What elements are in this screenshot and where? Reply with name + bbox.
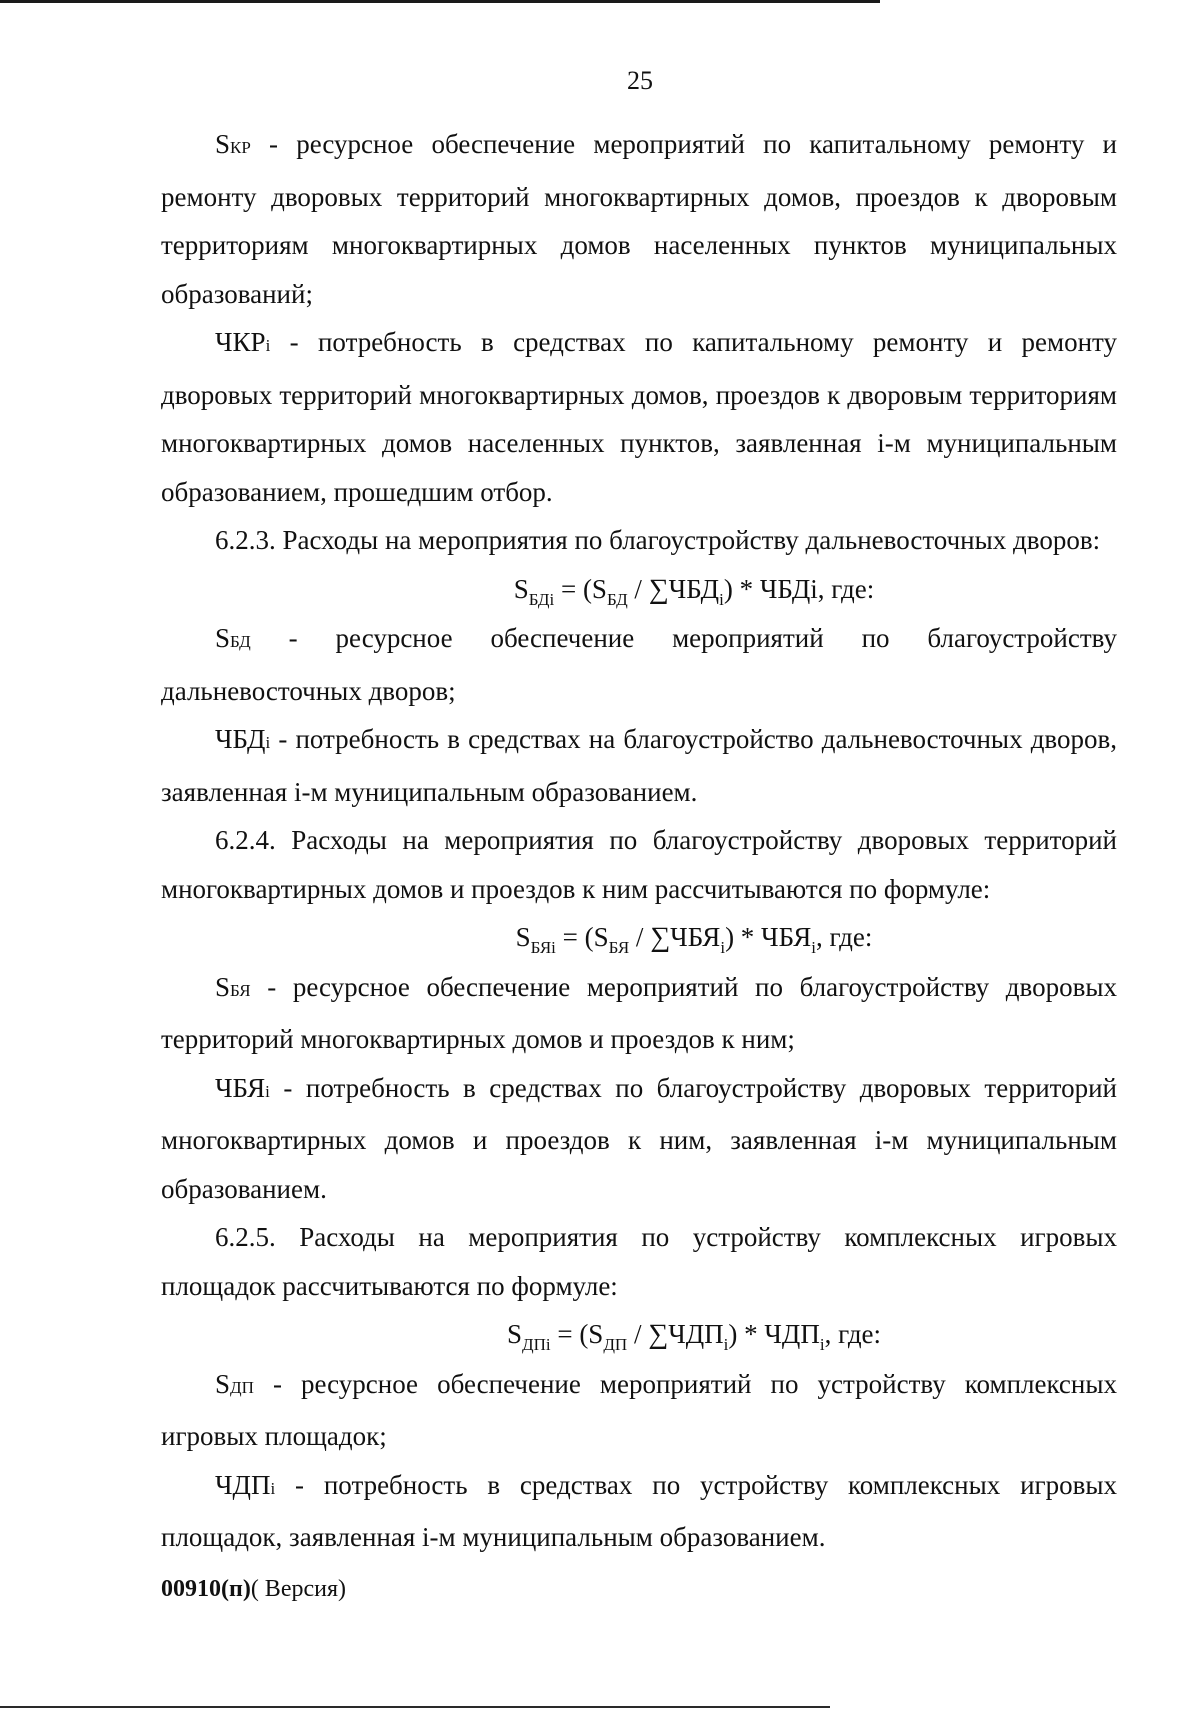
definition-paragraph — [161, 318, 1117, 516]
formula-close-subscript: i — [811, 938, 816, 957]
formula-close: ) * ЧБЯ — [725, 922, 812, 952]
formula — [161, 565, 1117, 615]
definition-paragraph — [161, 963, 1117, 1064]
definition-symbol: S — [215, 129, 231, 159]
sum-symbol: ∑ — [648, 573, 669, 605]
definition-symbol: S — [215, 971, 231, 1002]
formula-term-subscript: i — [719, 589, 724, 609]
definition-symbol: S — [215, 1368, 231, 1399]
section-paragraph: 6.2.4. Расходы на мероприятия по благоустройству дворовых территорий многоквартирных домов и проездов к ним рассчитываются по формуле: — [161, 825, 1117, 904]
formula-divide: / — [627, 573, 649, 604]
formula-lhs-subscript: БДi — [528, 589, 555, 609]
page-number: 25 — [627, 66, 653, 95]
definition-symbol: ЧКР — [215, 327, 266, 357]
definition-paragraph — [161, 1360, 1117, 1461]
formula-open: = (S — [554, 573, 607, 604]
formula-close-subscript: i — [819, 1335, 825, 1354]
document-version: ( Версия) — [250, 1576, 346, 1602]
definition-text: - ресурсное обеспечение мероприятий по капитальному ремонту и ремонту дворовых территорий многоквартирных домов, проездов к дворовым территориям многоквартирных домов населенных пунктов муниципальных образований; — [161, 129, 1117, 309]
definition-symbol-subscript: КР — [230, 138, 251, 157]
definition-symbol-subscript: ДП — [230, 1377, 254, 1397]
section-paragraph: 6.2.5. Расходы на мероприятия по устройству комплексных игровых площадок рассчитываются по формуле: — [161, 1222, 1117, 1301]
top-rule — [0, 0, 880, 3]
formula-divide: / — [629, 922, 651, 952]
formula-tail: , где: — [824, 1319, 882, 1349]
formula-term: ЧДП — [668, 1319, 724, 1349]
definition-symbol-subscript: БЯ — [230, 980, 251, 1000]
formula-inner-subscript: БД — [606, 589, 628, 609]
formula-term: ЧБД — [668, 573, 720, 604]
formula-lhs: S — [513, 573, 529, 604]
formula-close: ) * ЧБДi, где: — [723, 573, 875, 604]
definition-symbol: ЧБЯ — [215, 1072, 266, 1103]
sum-symbol: ∑ — [650, 922, 671, 953]
definition-paragraph — [161, 1461, 1117, 1562]
formula-lhs: S — [515, 922, 531, 952]
sum-symbol: ∑ — [648, 1319, 669, 1350]
formula-inner-subscript: БЯ — [608, 938, 630, 957]
formula-lhs-subscript: БЯi — [530, 938, 556, 957]
definition-symbol-subscript: i — [265, 336, 271, 355]
definition-paragraph — [161, 715, 1117, 816]
formula — [161, 1310, 1117, 1360]
definition-paragraph — [161, 1064, 1117, 1214]
formula-tail: , где: — [815, 922, 873, 952]
definition-text: - потребность в средствах на благоустройство дальневосточных дворов, заявленная i-м муниципальным образованием. — [161, 724, 1117, 807]
document-body — [161, 120, 1117, 1562]
formula-term: ЧБЯ — [670, 922, 721, 952]
formula-open: = (S — [555, 922, 609, 952]
formula-term-subscript: i — [723, 1335, 729, 1354]
definition-symbol-subscript: БД — [230, 632, 251, 651]
document-code: 00910(п) — [161, 1576, 251, 1602]
definition-text: - потребность в средствах по капитальному ремонту и ремонту дворовых территорий многоквартирных домов, проездов к дворовым территориям многоквартирных домов населенных пунктов, заявленная i-м муниципальным образованием, прошедшим отбор. — [161, 327, 1117, 507]
formula-close: ) * ЧДП — [728, 1319, 820, 1349]
definition-text: - ресурсное обеспечение мероприятий по устройству комплексных игровых площадок; — [161, 1368, 1117, 1451]
formula-inner-subscript: ДП — [603, 1335, 628, 1354]
definition-symbol: S — [215, 623, 231, 653]
definition-symbol-subscript: i — [265, 1081, 270, 1101]
definition-text: - ресурсное обеспечение мероприятий по благоустройству дворовых территорий многоквартирных домов и проездов к ним; — [161, 971, 1117, 1054]
definition-text: - потребность в средствах по благоустройству дворовых территорий многоквартирных домов и проездов к ним, заявленная i-м муниципальным образованием. — [161, 1072, 1117, 1204]
formula — [161, 913, 1117, 963]
formula-open: = (S — [550, 1319, 604, 1349]
definition-paragraph — [161, 120, 1117, 318]
formula-lhs-subscript: ДПi — [521, 1335, 551, 1354]
definition-symbol-subscript: i — [265, 733, 271, 752]
definition-symbol: ЧБД — [215, 724, 266, 754]
formula-term-subscript: i — [720, 938, 726, 957]
formula-lhs: S — [506, 1319, 522, 1349]
document-footer — [161, 1576, 346, 1603]
formula-divide: / — [627, 1319, 649, 1349]
definition-text: - потребность в средствах по устройству комплексных игровых площадок, заявленная i-м муниципальным образованием. — [161, 1469, 1117, 1552]
definition-paragraph — [161, 614, 1117, 715]
definition-symbol-subscript: i — [270, 1478, 276, 1498]
definition-symbol: ЧДП — [215, 1469, 271, 1500]
definition-text: - ресурсное обеспечение мероприятий по благоустройству дальневосточных дворов; — [161, 623, 1117, 706]
section-paragraph: 6.2.3. Расходы на мероприятия по благоустройству дальневосточных дворов: — [215, 525, 1101, 555]
bottom-rule — [0, 1706, 830, 1708]
